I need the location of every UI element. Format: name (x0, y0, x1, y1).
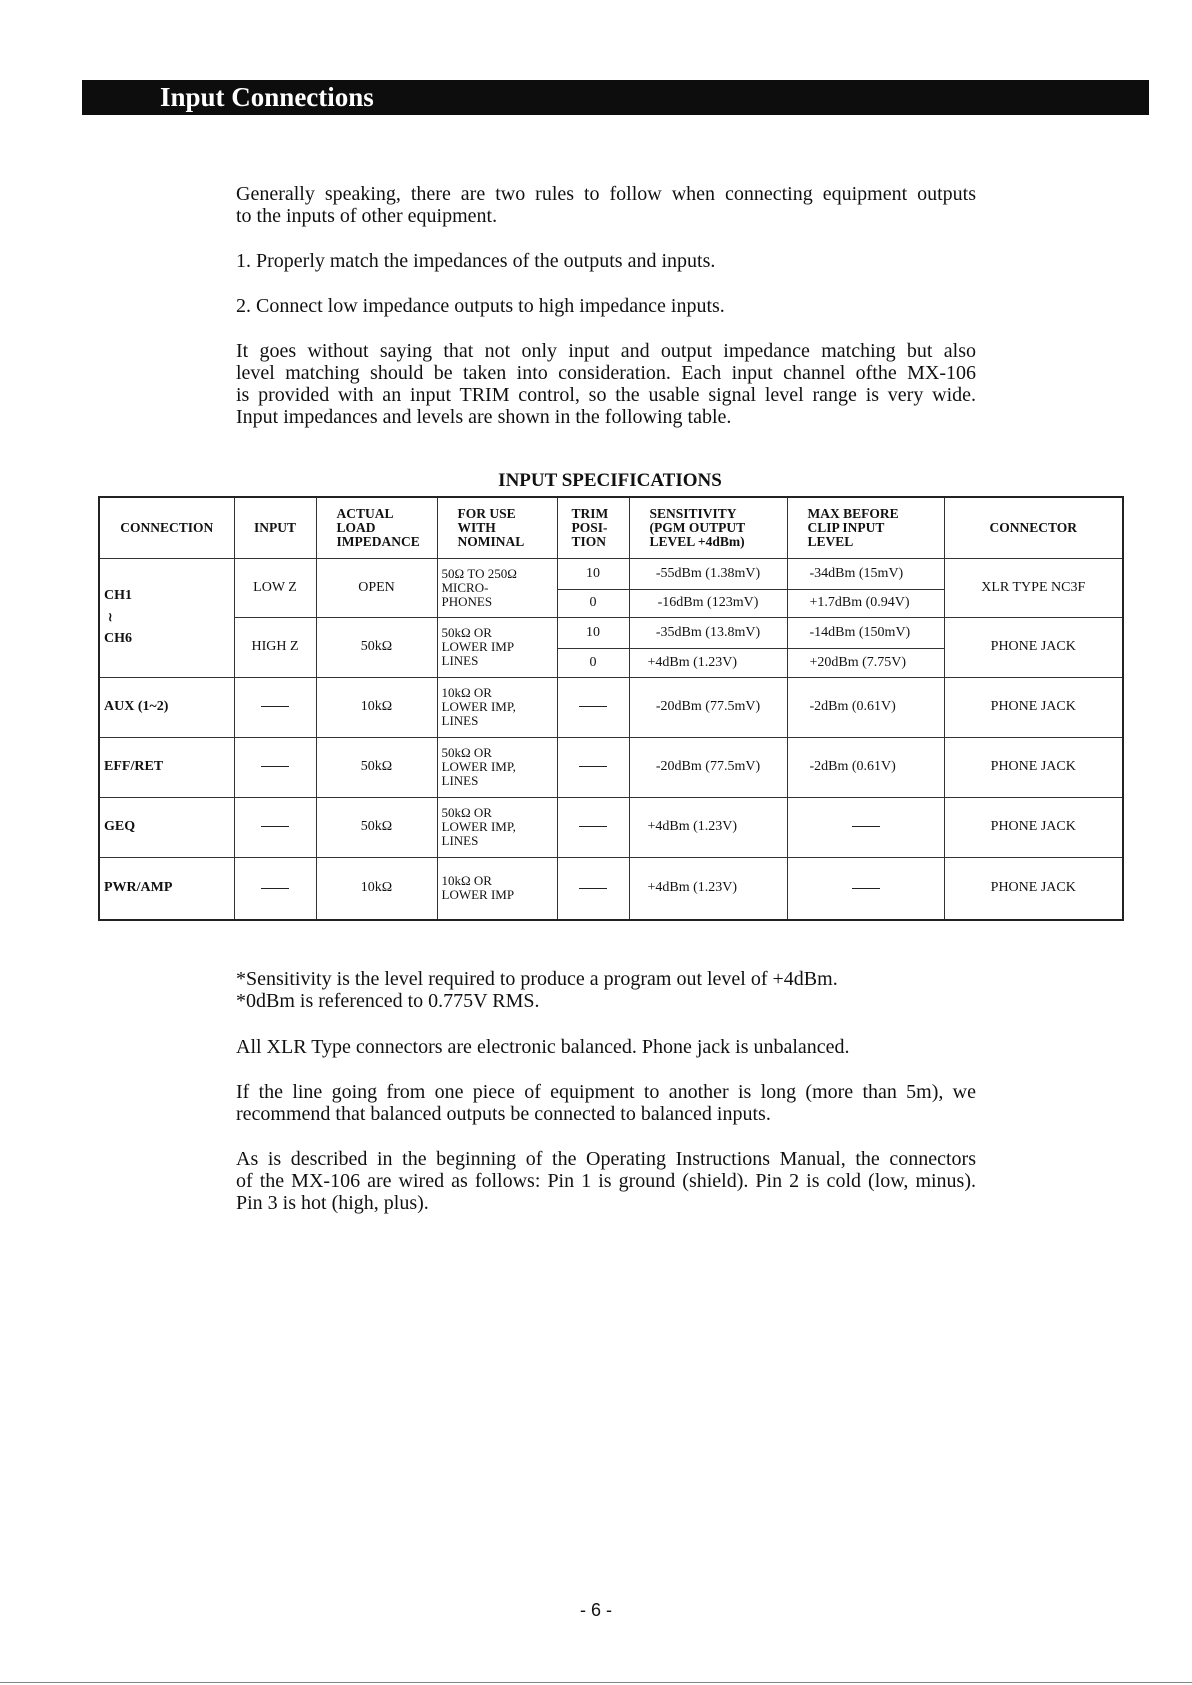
table-row (99, 857, 1123, 920)
cell-connection: EFF/RET (99, 737, 234, 797)
text-line: Input impedances and levels are shown in the following table. (236, 406, 732, 428)
header-connector: CONNECTOR (944, 497, 1123, 558)
text-line: level matching should be taken into consideration. Each input channel ofthe MX-106 (236, 362, 976, 384)
cell-connection: GEQ (99, 797, 234, 857)
text-line: is provided with an input TRIM control, so the usable signal level range is very wide. (236, 384, 976, 406)
dash (261, 888, 289, 889)
cell-max-level: +1.7dBm (0.94V) (787, 589, 944, 617)
rule-1: 1. Properly match the impedances of the outputs and inputs. (236, 250, 716, 272)
cell-for-use: 50Ω TO 250Ω MICRO- PHONES (437, 558, 557, 617)
header-trim-position: TRIM POSI- TION (557, 497, 629, 558)
dash (579, 888, 607, 889)
table-row (99, 617, 1123, 648)
text-line: *0dBm is referenced to 0.775V RMS. (236, 990, 540, 1012)
cell-for-use: 50kΩ OR LOWER IMP, LINES (437, 737, 557, 797)
notes-paragraph-3 (236, 1081, 976, 1125)
table-row (99, 677, 1123, 737)
cell-impedance: 10kΩ (316, 857, 437, 920)
cell-impedance: 50kΩ (316, 617, 437, 677)
cell-input (234, 677, 316, 737)
notes-paragraph-4 (236, 1148, 976, 1214)
cell-trim: 10 (557, 617, 629, 648)
text-line: of the MX-106 are wired as follows: Pin 1 is ground (shield). Pin 2 is cold (low, minus). (236, 1170, 976, 1192)
dash (579, 706, 607, 707)
dash (852, 826, 880, 827)
cell-max-level: +20dBm (7.75V) (787, 648, 944, 677)
dash (261, 706, 289, 707)
notes-paragraph-2: All XLR Type connectors are electronic balanced. Phone jack is unbalanced. (236, 1036, 850, 1058)
cell-connector: PHONE JACK (944, 677, 1123, 737)
cell-input (234, 857, 316, 920)
cell-trim (557, 857, 629, 920)
table-row (99, 737, 1123, 797)
text-line: recommend that balanced outputs be connected to balanced inputs. (236, 1103, 771, 1125)
dash (261, 826, 289, 827)
cell-connector: PHONE JACK (944, 797, 1123, 857)
cell-trim: 0 (557, 589, 629, 617)
cell-trim: 10 (557, 558, 629, 589)
cell-max-level (787, 797, 944, 857)
header-connection: CONNECTION (99, 497, 234, 558)
header-max-before-clip: MAX BEFORE CLIP INPUT LEVEL (787, 497, 944, 558)
section-title: Input Connections (160, 82, 374, 112)
intro-paragraph-2 (236, 340, 976, 428)
text-line: to the inputs of other equipment. (236, 205, 498, 227)
table-title: INPUT SPECIFICATIONS (498, 470, 722, 491)
dash (579, 766, 607, 767)
table-row (99, 797, 1123, 857)
dash (852, 888, 880, 889)
cell-connection: PWR/AMP (99, 857, 234, 920)
range-marker: ≀ (108, 610, 113, 624)
cell-sensitivity: -16dBm (123mV) (629, 589, 787, 617)
table-row (99, 558, 1123, 589)
cell-max-level: -2dBm (0.61V) (787, 677, 944, 737)
cell-sensitivity: +4dBm (1.23V) (629, 648, 787, 677)
cell-max-level: -14dBm (150mV) (787, 617, 944, 648)
text-line: *Sensitivity is the level required to produce a program out level of +4dBm. (236, 968, 838, 990)
cell-input: LOW Z (234, 558, 316, 617)
bottom-rule (0, 1682, 1192, 1683)
intro-paragraph-1 (236, 183, 976, 227)
cell-connector: PHONE JACK (944, 857, 1123, 920)
text-line: Pin 3 is hot (high, plus). (236, 1192, 429, 1214)
header-input: INPUT (234, 497, 316, 558)
cell-for-use: 50kΩ OR LOWER IMP, LINES (437, 797, 557, 857)
cell-connector: PHONE JACK (944, 737, 1123, 797)
table-header-row (99, 497, 1123, 558)
cell-impedance: 10kΩ (316, 677, 437, 737)
cell-sensitivity: -20dBm (77.5mV) (629, 737, 787, 797)
cell-input: HIGH Z (234, 617, 316, 677)
cell-sensitivity: -20dBm (77.5mV) (629, 677, 787, 737)
notes-paragraph-1 (236, 968, 976, 1012)
cell-input (234, 737, 316, 797)
cell-max-level: -2dBm (0.61V) (787, 737, 944, 797)
cell-sensitivity: -55dBm (1.38mV) (629, 558, 787, 589)
ch-range-label (99, 558, 234, 677)
cell-for-use: 10kΩ OR LOWER IMP, LINES (437, 677, 557, 737)
text-line: If the line going from one piece of equipment to another is long (more than 5m), we (236, 1081, 976, 1103)
header-for-use-with-nominal: FOR USE WITH NOMINAL (437, 497, 557, 558)
text-line: As is described in the beginning of the Operating Instructions Manual, the connectors (236, 1148, 976, 1170)
text-line: Generally speaking, there are two rules to follow when connecting equipment outputs (236, 183, 976, 205)
input-specifications-table (98, 496, 1124, 921)
rule-2: 2. Connect low impedance outputs to high impedance inputs. (236, 295, 725, 317)
dash (261, 766, 289, 767)
ch6-label: CH6 (104, 631, 132, 646)
ch1-label: CH1 (104, 588, 132, 603)
cell-max-level (787, 857, 944, 920)
cell-trim (557, 677, 629, 737)
header-actual-load-impedance: ACTUAL LOAD IMPEDANCE (316, 497, 437, 558)
page-number: - 6 - (579, 1600, 612, 1620)
cell-connection: AUX (1~2) (99, 677, 234, 737)
cell-sensitivity: +4dBm (1.23V) (629, 797, 787, 857)
cell-sensitivity: -35dBm (13.8mV) (629, 617, 787, 648)
cell-impedance: 50kΩ (316, 737, 437, 797)
text-line: It goes without saying that not only input and output impedance matching but also (236, 340, 976, 362)
cell-trim (557, 797, 629, 857)
header-sensitivity: SENSITIVITY (PGM OUTPUT LEVEL +4dBm) (629, 497, 787, 558)
cell-sensitivity: +4dBm (1.23V) (629, 857, 787, 920)
cell-for-use: 10kΩ OR LOWER IMP (437, 857, 557, 920)
cell-max-level: -34dBm (15mV) (787, 558, 944, 589)
cell-trim: 0 (557, 648, 629, 677)
section-title-bar (82, 80, 1149, 115)
cell-connector: XLR TYPE NC3F (944, 558, 1123, 617)
dash (579, 826, 607, 827)
cell-input (234, 797, 316, 857)
cell-trim (557, 737, 629, 797)
cell-connector: PHONE JACK (944, 617, 1123, 677)
cell-impedance: OPEN (316, 558, 437, 617)
cell-impedance: 50kΩ (316, 797, 437, 857)
cell-for-use: 50kΩ OR LOWER IMP LINES (437, 617, 557, 677)
